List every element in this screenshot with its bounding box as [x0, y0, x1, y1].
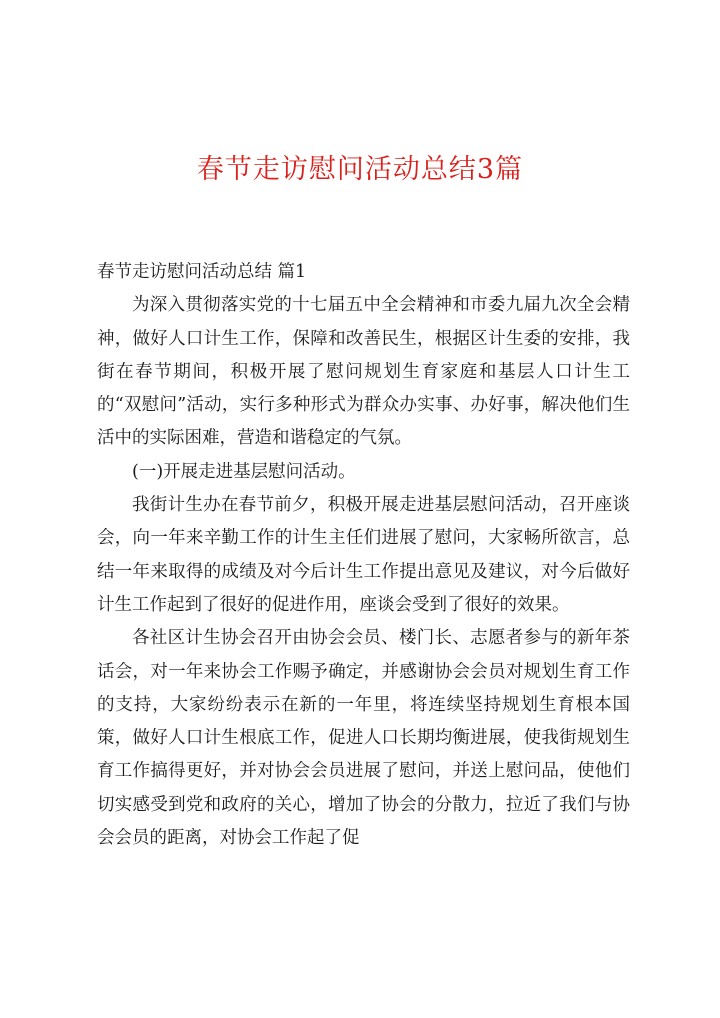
section-heading: 春节走访慰问活动总结 篇1	[97, 262, 307, 282]
paragraph-tea-party: 各社区计生协会召开由协会会员、楼门长、志愿者参与的新年茶话会，对一年来协会工作赐予确定，并感谢协会会员对规划生育工作的支持，大家纷纷表示在新的一年里，将连续坚持规划生育根本国策，做好人口计生根底工作，促进人口长期均衡进展，使我街规划生育工作搞得更好，并对协会会员进展了慰问，并送上慰问品，使他们切实感受到党和政府的关心，增加了协会的分散力，拉近了我们与协会会员的距离，对协会工作起了促	[97, 628, 630, 849]
paragraph-intro: 为深入贯彻落实党的十七届五中全会精神和市委九届九次全会精神，做好人口计生工作，保障和改善民生，根据区计生委的安排，我街在春节期间，积极开展了慰问规划生育家庭和基层人口计生工的“双慰问”活动，实行多种形式为群众办实事、办好事，解决他们生活中的实际困难，营造和谐稳定的气氛。	[97, 295, 630, 449]
document-title: 春节走访慰问活动总结3篇	[196, 154, 524, 185]
paragraph-symposium: 我街计生办在春节前夕，积极开展走进基层慰问活动，召开座谈会，向一年来辛勤工作的计生主任们进展了慰问，大家畅所欲言，总结一年来取得的成绩及对今后计生工作提出意见及建议，对今后做好计生工作起到了很好的促进作用，座谈会受到了很好的效果。	[97, 495, 630, 615]
paragraph-subheading: (一)开展走进基层慰问活动。	[132, 461, 356, 482]
document-body	[97, 256, 630, 855]
